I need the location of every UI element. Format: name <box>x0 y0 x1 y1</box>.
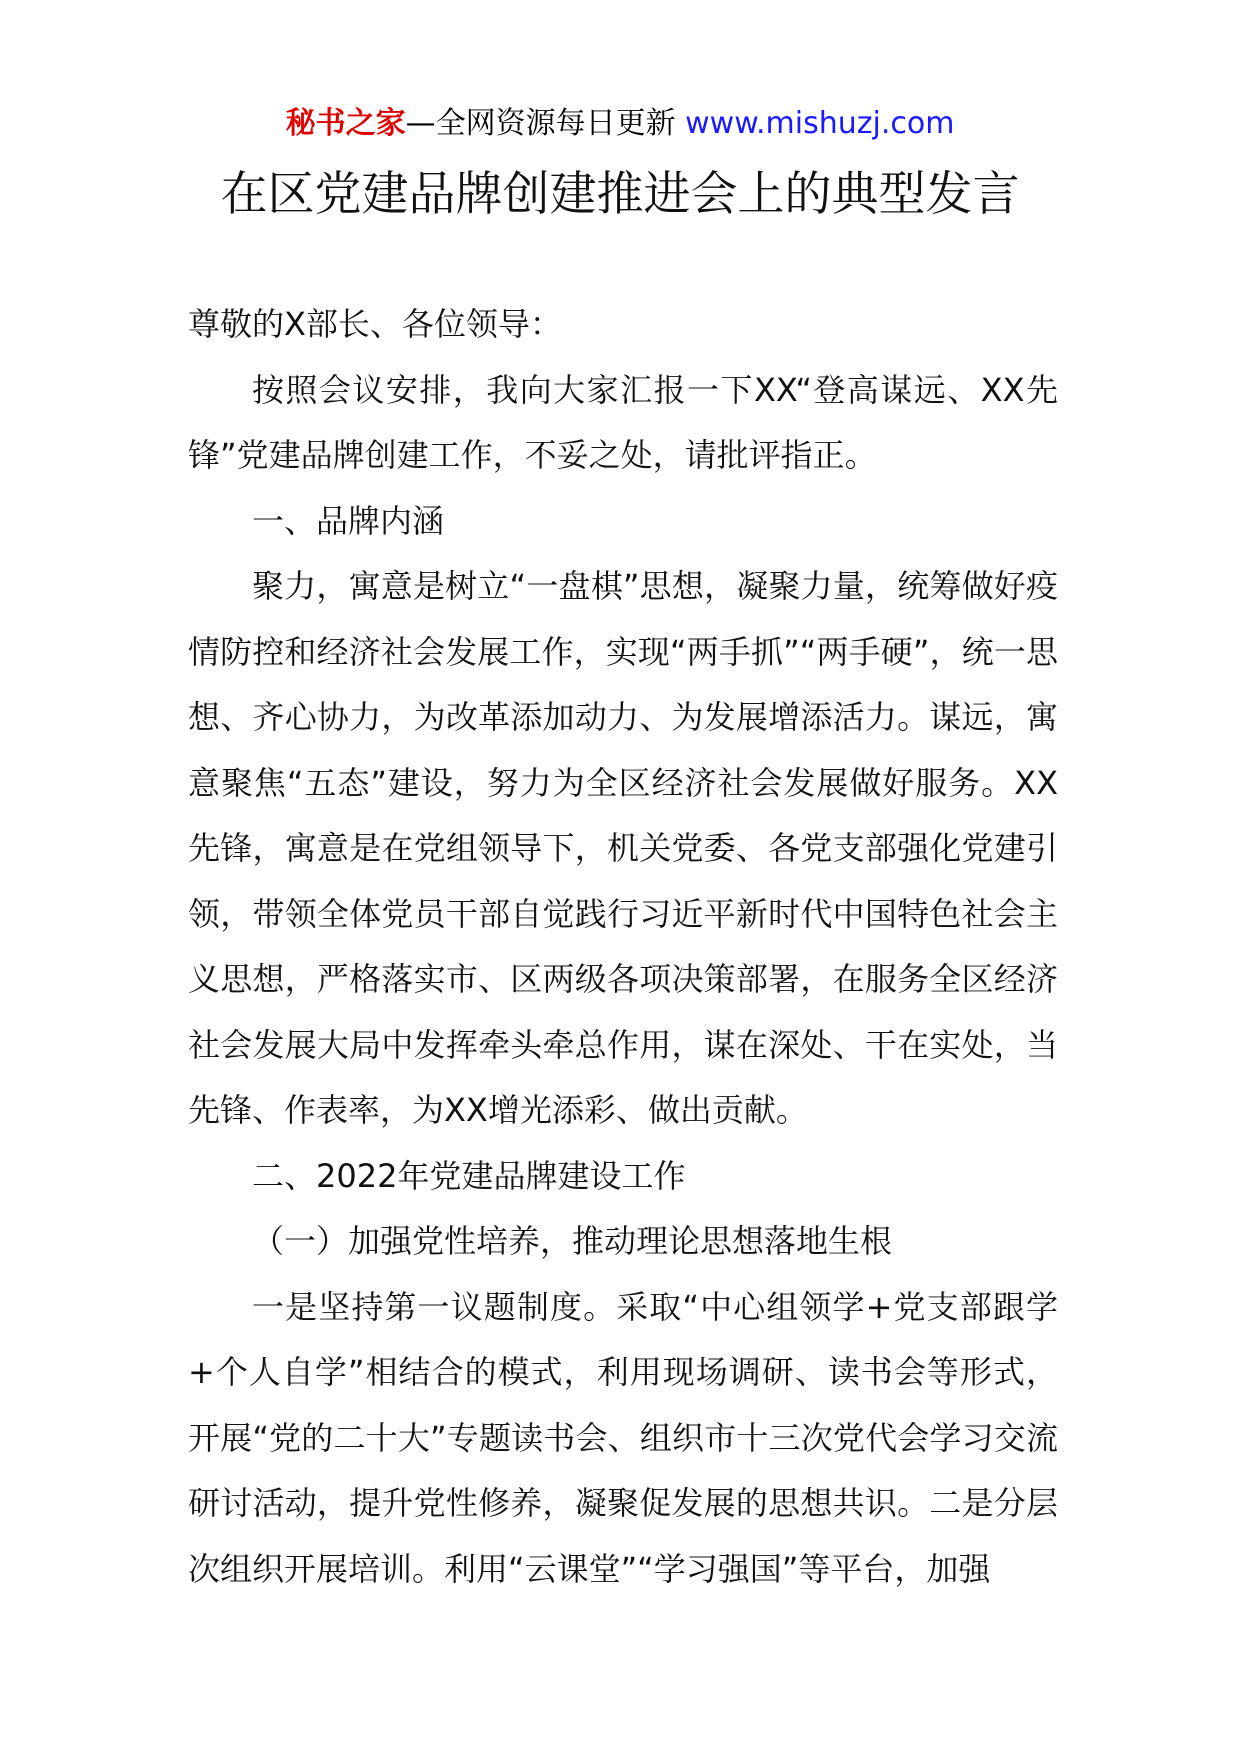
paragraph: 按照会议安排，我向大家汇报一下XX“登高谋远、XX先锋”党建品牌创建工作，不妥之处，请批评指正。 <box>188 370 1058 474</box>
paragraph: 一是坚持第一议题制度。采取“中心组领学+党支部跟学+个人自学”相结合的模式，利用现场调研、读书会等形式，开展“党的二十大”专题读书会、组织市十三次党代会学习交流研讨活动，提升党性修养，凝聚促发展的思想共识。二是分层次组织开展培训。利用“云课堂”“学习强国”等平台，加强 <box>188 1287 1058 1588</box>
subsection-heading: （一）加强党性培养，推动理论思想落地生根 <box>252 1222 893 1260</box>
paragraph: 聚力，寓意是树立“一盘棋”思想，凝聚力量，统筹做好疫情防控和经济社会发展工作，实现“两手抓”“两手硬”，统一思想、齐心协力，为改革添加动力、为发展增添活力。谋远，寓意聚焦“五态”建设，努力为全区经济社会发展做好服务。XX先锋，寓意是在党组领导下，机关党委、各党支部强化党建引领，带领全体党员干部自觉践行习近平新时代中国特色社会主义思想，严格落实市、区两级各项决策部署，在服务全区经济社会发展大局中发挥牵头牵总作用，谋在深处、干在实处，当先锋、作表率，为XX增光添彩、做出贡献。 <box>188 567 1058 1129</box>
document-body <box>188 292 1058 1602</box>
site-url-link[interactable]: www.mishuzj.com <box>685 106 955 141</box>
document-title: 在区党建品牌创建推进会上的典型发言 <box>220 167 1020 222</box>
section-heading: 一、品牌内涵 <box>252 501 445 540</box>
site-header <box>0 102 1240 146</box>
site-brand: 秘书之家 <box>285 106 406 141</box>
salutation: 尊敬的X部长、各位领导： <box>188 305 562 343</box>
site-tagline: —全网资源每日更新 <box>405 106 676 141</box>
section-heading: 二、2022年党建品牌建设工作 <box>252 1156 686 1195</box>
